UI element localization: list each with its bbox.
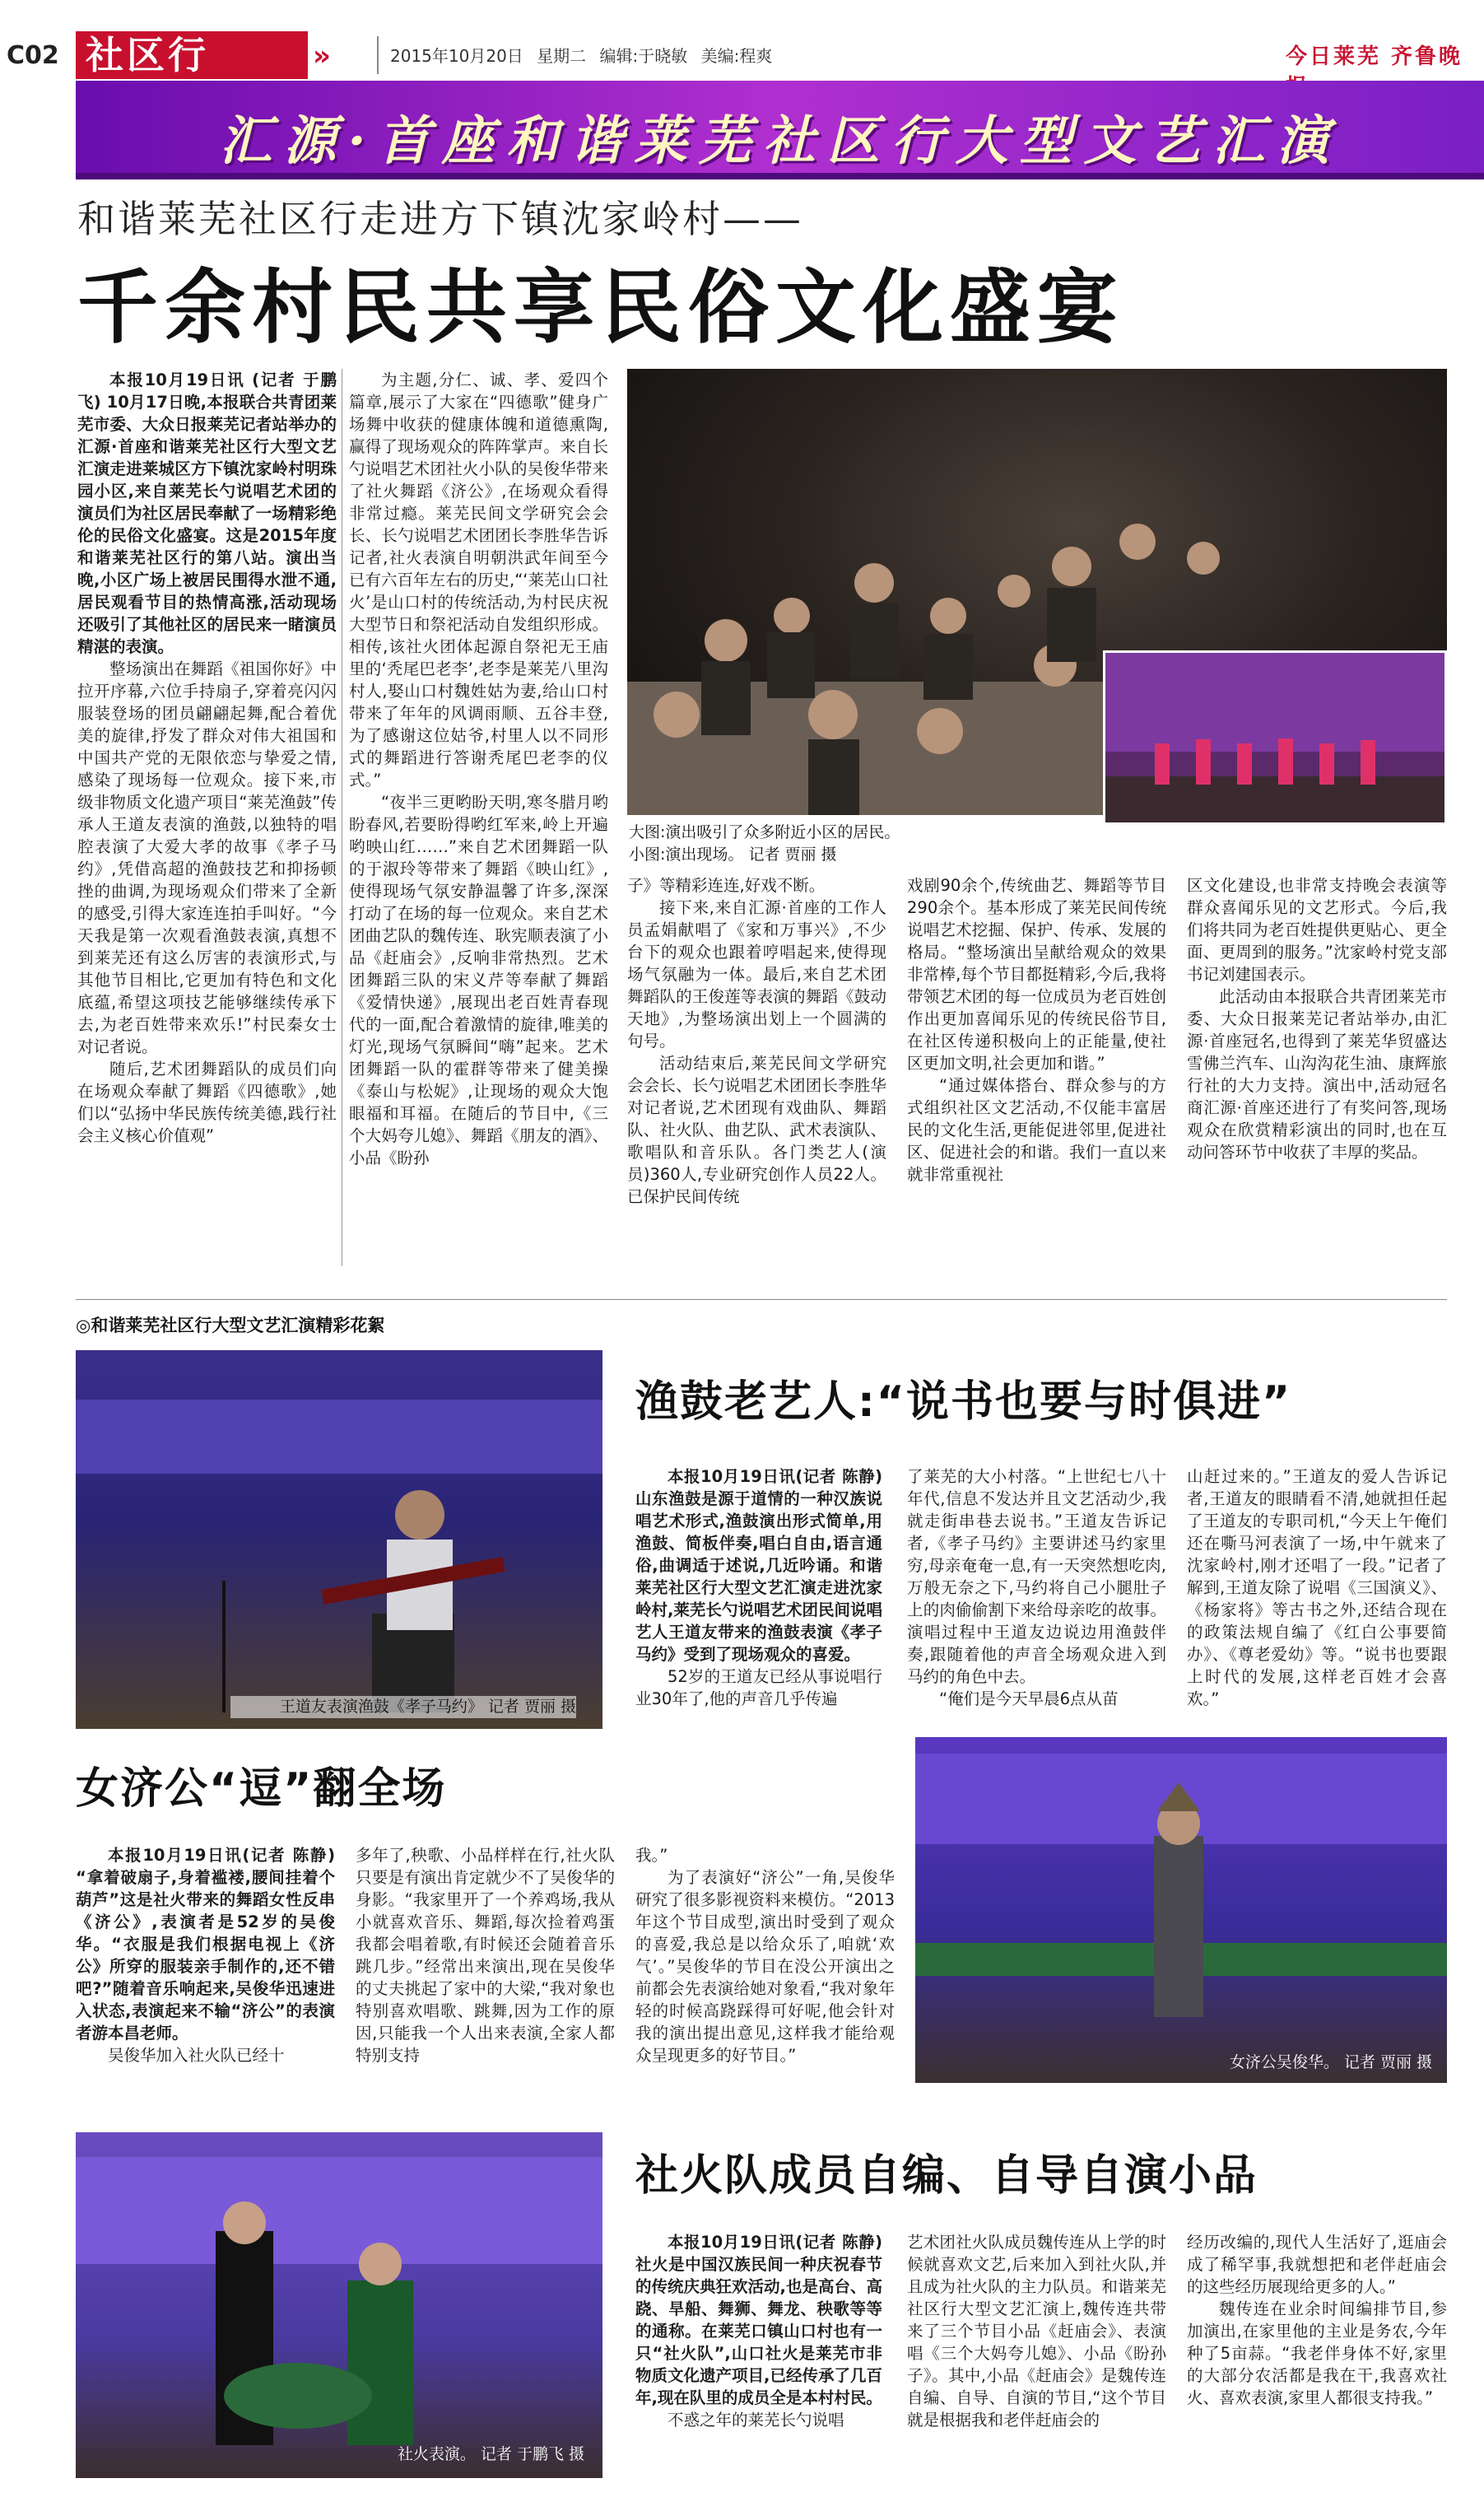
performer-1-head	[223, 2201, 266, 2244]
paragraph: 戏剧90余个,传统曲艺、舞蹈等节目290余个。基本形成了莱芜民间传统说唱艺术挖掘、保护、传承、发展的格局。“整场演出呈献给观众的效果非常棒,每个节目都挺精彩,今后,我将带领艺术团的每一位成员为老百姓创作出更加喜闻乐见的传统民俗节目,在社区传递积极向上的正能量,使社区更加文明,社会更加和谐。”	[907, 876, 1166, 1073]
paragraph: 子》等精彩连连,好戏不断。	[627, 876, 826, 895]
donkey-prop	[224, 2363, 372, 2429]
newspaper-name: 今日莱芜 齐鲁晚	[1286, 44, 1463, 69]
paragraph: 此活动由本报联合共青团莱芜市委、大众日报莱芜记者站举办,由汇源·首座冠名,也得到了莱芜华贸盛达雪佛兰汽车、山沟沟花生油、康辉旅行社的大力支持。演出中,活动冠名商汇源·首座还进行了有奖问答,现场观众在欣赏精彩演出的同时,也在互动问答环节中收获了丰厚的奖品。	[1187, 987, 1447, 1162]
inset-photo	[1103, 650, 1447, 825]
paragraph: 我。”	[635, 1846, 668, 1865]
editor: 编辑:于晓敏	[599, 46, 688, 66]
paragraph: 艺术团社火队成员魏传连从上学的时候就喜欢文艺,后来加入到社火队,并且成为社火队的主力队员。和谐莱芜社区行大型文艺汇演上,魏传连共带来了三个节目小品《赶庙会》、表演唱《三个大妈夸儿媳》、小品《盼孙子》。其中,小品《赶庙会》是魏传连自编、自导、自演的节目,“这个节目就是根据我和老伴赶庙会的	[907, 2233, 1166, 2429]
paragraph: 本报10月19日讯(记者 陈静) 山东渔鼓是源于道情的一种汉族说唱艺术形式,渔鼓演出形式简单,用渔鼓、简板伴奏,唱白自由,语言通俗,曲调适于述说,几近吟诵。和谐莱芜社区行大型文艺汇演走进沈家岭村,莱芜长勺说唱艺术团民间说唱艺人王道友带来的渔鼓表演《孝子马约》受到了现场观众的喜爱。	[635, 1467, 882, 1664]
paragraph: 经历改编的,现代人生活好了,逛庙会成了稀罕事,我就想把和老伴赶庙会的这些经历展现给更多的人。”	[1187, 2233, 1447, 2296]
story2-caption: 女济公吴俊华。 记者 贾丽 摄	[1229, 2053, 1432, 2071]
section-label: 社区行	[76, 31, 308, 79]
performer-head	[395, 1490, 444, 1540]
story2-column-3	[635, 1844, 895, 2108]
story1-caption: 王道友表演渔鼓《孝子马约》 记者 贾丽 摄	[230, 1696, 576, 1718]
story3-column-2	[907, 2231, 1166, 2495]
paragraph: 52岁的王道友已经从事说唱行业30年了,他的声音几乎传遍	[635, 1667, 882, 1708]
banner-shadow	[76, 173, 1484, 179]
paragraph: 不惑之年的莱芜长勺说唱	[668, 2411, 844, 2429]
paragraph: 了莱芜的大小村落。“上世纪七八十年代,信息不发达并且文艺活动少,我就走街串巷去说书。”王道友告诉记者,《孝子马约》主要讲述马约家里穷,母亲奄奄一息,有一天突然想吃肉,万般无奈之下,马约将自己小腿肚子上的肉偷偷割下来给母亲吃的故事。演唱过程中王道友边说边用渔鼓伴奏,跟随着他的声音全场观众进入到马约的角色中去。	[907, 1467, 1166, 1686]
stage-illustration	[1105, 653, 1444, 822]
main-column-5	[1187, 874, 1447, 1266]
paragraph: 区文化建设,也非常支持晚会表演等群众喜闻乐见的文艺形式。今后,我们将共同为老百姓提供更贴心、更全面、更周到的服务。”沈家岭村党支部书记刘建国表示。	[1187, 876, 1447, 984]
main-column-3	[627, 874, 886, 1266]
main-column-1	[77, 369, 337, 1266]
paragraph: 为主题,分仁、诚、孝、爱四个篇章,展示了大家在“四德歌”健身广场舞中收获的健康体魄和道德熏陶,赢得了现场观众的阵阵掌声。来自长勺说唱艺术团社火小队的吴俊华带来了社火舞蹈《济公》,在场观众看得非常过瘾。莱芜民间文学研究会会长、长勺说唱艺术团团长李胜华告诉记者,社火表演自明朝洪武年间至今已有六百年左右的历史,“‘莱芜山口社火’是山口村的传统活动,为村民庆祝大型节日和祭祀活动自发组织形成。相传,该社火团体起源自祭祀无王庙里的‘秃尾巴老李’,老李是莱芜八里沟村人,娶山口村魏姓姑为妻,给山口村带来了年年的风调雨顺、五谷丰登,为了感谢这位姑爷,村里人以不同形式的舞蹈进行答谢秃尾巴老李的仪式。”	[349, 370, 608, 790]
paragraph: 接下来,来自汇源·首座的工作人员孟娟献唱了《家和万事兴》,不少台下的观众也跟着哼唱起来,使得现场气氛融为一体。最后,来自艺术团舞蹈队的王俊莲等表演的舞蹈《鼓动天地》,为整场演出划上一个圆满的句号。	[627, 898, 886, 1051]
paragraph: “夜半三更哟盼天明,寒冬腊月哟盼春风,若要盼得哟红军来,岭上开遍哟映山红……”来自艺术团舞蹈一队的于淑玲等带来了舞蹈《映山红》,使得现场气氛安静温馨了许多,深深打动了在场的每一位观众。来自艺术团曲艺队的魏传连、耿宪顺表演了小品《赶庙会》,反响非常热烈。艺术团舞蹈三队的宋义芹等奉献了舞蹈《爱情快递》,展现出老百姓青春现代的一面,配合着激情的旋律,唯美的灯光,现场气氛瞬间“嗨”起来。艺术团舞蹈一队的霍群等带来了健美操《泰山与松妮》,让现场的观众大饱眼福和耳福。在随后的节目中,《三个大妈夸儿媳》、舞蹈《朋友的酒》、小品《盼孙	[349, 793, 608, 1167]
art-editor: 美编:程爽	[700, 46, 773, 66]
paragraph: 本报10月19日讯(记者 陈静) “拿着破扇子,身着褴褛,腰间挂着个葫芦”这是社火带来的舞蹈女性反串《济公》,表演者是52岁的吴俊华。“衣服是我们根据电视上《济公》所穿的服装亲手制作的,还不错吧?”随着音乐响起来,吴俊华迅速进入状态,表演起来不输“济公”的表演者游本昌老师。	[76, 1846, 335, 2043]
highlights-label: ◎和谐莱芜社区行大型文艺汇演精彩花絮	[76, 1316, 385, 1335]
paragraph: 随后,艺术团舞蹈队的成员们向在场观众奉献了舞蹈《四德歌》,她们以“弘扬中华民族传统美德,践行社会主义核心价值观”	[77, 1060, 337, 1145]
story1-photo	[76, 1350, 602, 1729]
story3-title: 社火队成员自编、自导自演小品	[635, 2151, 1258, 2201]
paragraph: 山赶过来的。”王道友的爱人告诉记者,王道友的眼睛看不清,她就担任起了王道友的专职司机,“今天上午俺们还在嘶马河表演了一场,中午就来了沈家岭村,刚才还唱了一段。”记者了解到,王道友除了说唱《三国演义》、《杨家将》等古书之外,还结合现在的政策法规自编了《红白公事要简办》、《尊老爱幼》等。“说书也要跟上时代的发展,这样老百姓才会喜欢。”	[1187, 1467, 1447, 1708]
banner-title: 汇源·首座和谐莱芜社区行大型文艺汇演	[219, 110, 1341, 172]
story3-photo	[76, 2132, 602, 2478]
backdrop-banner	[76, 2157, 602, 2264]
main-headline: 千余村民共享民俗文化盛宴	[77, 261, 1125, 355]
date-line	[390, 43, 772, 67]
weekday: 星期二	[537, 46, 587, 66]
caption-line-1: 大图:演出吸引了众多附近小区的居民。	[629, 823, 900, 841]
story2-photo	[915, 1737, 1447, 2083]
paragraph: 整场演出在舞蹈《祖国你好》中拉开序幕,六位手持扇子,穿着亮闪闪服装登场的团员翩翩起舞,配合着优美的旋律,抒发了群众对伟大祖国和中国共产党的无限依恋与挚爱之情,感染了现场每一位观众。接下来,市级非物质文化遗产项目“莱芜渔鼓”传承人王道友表演的渔鼓,以独特的唱腔表演了大爱大孝的故事《孝子马约》,凭借高超的渔鼓技艺和抑扬顿挫的曲调,为现场观众们带来了全新的感受,引得大家连连拍手叫好。“今天我是第一次观看渔鼓表演,真想不到莱芜还有这么厉害的表演形式,与其他节目相比,它更加有特色和文化底蕴,希望这项技艺能够继续传承下去,为老百姓带来欢乐!”村民秦女士对记者说。	[77, 659, 337, 1056]
fisher-drum-illustration	[76, 1350, 602, 1729]
story2-column-1	[76, 1844, 335, 2108]
paragraph: 吴俊华加入社火队已经十	[108, 2046, 285, 2065]
event-banner	[76, 81, 1484, 179]
paragraph: 本报10月19日讯(记者 陈静) 社火是中国汉族民间一种庆祝春节的传统庆典狂欢活动,也是高台、高跷、旱船、舞狮、舞龙、秧歌等等的通称。在莱芜口镇山口村也有一只“社火队”,山口社火是莱芜市非物质文化遗产项目,已经传承了几百年,现在队里的成员全是本村村民。	[635, 2233, 882, 2407]
performer-2	[347, 2280, 413, 2445]
jigong-illustration	[915, 1737, 1447, 2083]
photo-caption	[629, 822, 1090, 866]
paragraph: 为了表演好“济公”一角,吴俊华研究了很多影视资料来模仿。“2013年这个节目成型,演出时受到了观众的喜爱,我总是以给众乐了,咱就‘欢气’。”吴俊华的节目在没公开演出之前都会先表演给她对象看,“我对象年轻的时候高跷踩得可好呢,他会针对我的演出提出意见,这样我才能给观众呈现更多的好节目。”	[635, 1868, 895, 2065]
date: 2015年10月20日	[390, 46, 523, 66]
paragraph: 多年了,秧歌、小品样样在行,社火队只要是有演出肯定就少不了吴俊华的身影。“我家里开了一个养鸡场,我从小就喜欢音乐、舞蹈,每次捡着鸡蛋我都会唱着歌,有时候还会随着音乐跳几步。”经常出来演出,现在吴俊华的丈夫挑起了家中的大梁,“我对象也特别喜欢唱歌、跳舞,因为工作的原因,只能我一个人出来表演,全家人都特别支持	[356, 1846, 615, 2065]
story2-title: 女济公“逗”翻全场	[76, 1764, 447, 1814]
stage-backdrop	[1105, 653, 1444, 752]
divider	[76, 1299, 1447, 1300]
performer-robe	[1154, 1836, 1203, 2017]
paragraph: 魏传连在业余时间编排节目,参加演出,在家里他的主业是务农,今年种了5亩蒜。“我老伴身体不好,家里的大部分农活都是我在干,我喜欢社火、喜欢表演,家里人都很支持我。”	[1187, 2299, 1447, 2407]
shehuo-illustration	[76, 2132, 602, 2478]
story3-caption: 社火表演。 记者 于鹏飞 摄	[397, 2445, 584, 2463]
main-kicker: 和谐莱芜社区行走进方下镇沈家岭村——	[77, 197, 803, 241]
double-chevron-icon: »	[313, 40, 331, 72]
paragraph: “俺们是今天早晨6点从苗	[939, 1689, 1119, 1708]
story1-title: 渔鼓老艺人:“说书也要与时俱进”	[635, 1377, 1292, 1427]
story1-column-1	[635, 1465, 882, 1737]
paragraph: “通过媒体搭台、群众参与的方式组织社区文艺活动,不仅能丰富居民的文化生活,更能促进邻里,促进社区、促进社会的和谐。我们一直以来就非常重视社	[907, 1076, 1166, 1184]
story1-column-2	[907, 1465, 1166, 1737]
paragraph: 本报10月19日讯 (记者 于鹏飞) 10月17日晚,本报联合共青团莱芜市委、大众日报莱芜记者站举办的汇源·首座和谐莱芜社区行大型文艺汇演走进莱城区方下镇沈家岭村明珠园小区,来自莱芜长勺说唱艺术团的演员们为社区居民奉献了一场精彩绝伦的民俗文化盛宴。这是2015年度和谐莱芜社区行的第八站。演出当晚,小区广场上被居民围得水泄不通,居民观看节目的热情高涨,活动现场还吸引了其他社区的居民来一睹演员精湛的表演。	[77, 370, 337, 656]
main-column-2	[349, 369, 608, 1266]
story3-column-1	[635, 2231, 882, 2495]
story1-column-3	[1187, 1465, 1447, 1737]
page-header	[0, 0, 1484, 81]
story2-column-2	[356, 1844, 615, 2108]
main-column-4	[907, 874, 1166, 1266]
divider	[377, 36, 379, 74]
backdrop-banner	[76, 1400, 602, 1474]
performer-2-head	[359, 2243, 402, 2285]
paragraph: 活动结束后,莱芜民间文学研究会会长、长勺说唱艺术团团长李胜华对记者说,艺术团现有戏曲队、舞蹈队、社火队、曲艺队、武术表演队、歌唱队和音乐队。各门类艺人(演员)360人,专业研究创作人员22人。已保护民间传统	[627, 1054, 886, 1206]
caption-line-2: 小图:演出现场。 记者 贾丽 摄	[629, 846, 837, 864]
page-number: C02	[7, 41, 59, 70]
story3-column-3	[1187, 2231, 1447, 2495]
